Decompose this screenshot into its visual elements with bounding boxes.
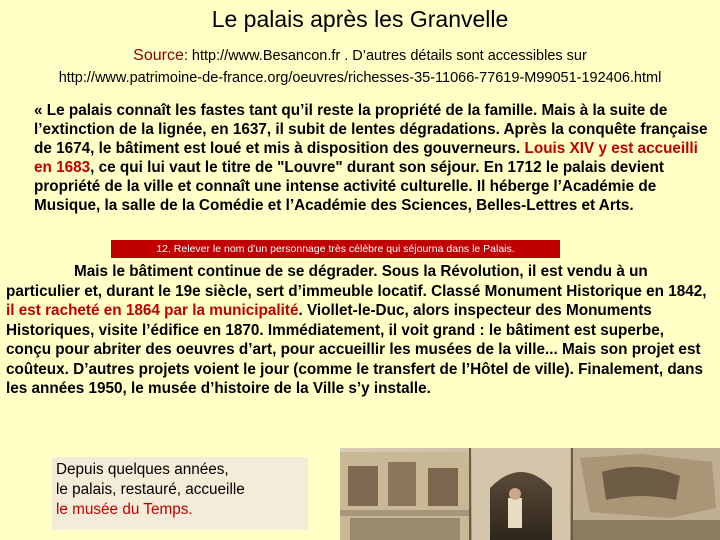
question-banner: 12. Relever le nom d’un personnage très célèbre qui séjourna dans le Palais.: [111, 240, 560, 258]
bottom-text: [56, 460, 306, 520]
bottom-line-2: le palais, restauré, accueille: [56, 481, 245, 498]
paragraph-2-text-b: . Viollet-le-Duc, alors inspecteur des Monuments Historiques, visite l’édifice en 1870. Immédiatement, il voit grand : le bâtiment est superbe, conçu pour abriter des oeuvres d’art, pour accueillir les musées de la ville... Mais son projet est coûteux. D’autres projets voient le jour (comme le transfert de l’Hôtel de ville). Finalement, dans les années 1950, le musée d’histoire de la Ville s’y installe.: [6, 302, 704, 397]
paragraph-1-highlight: Louis XIV y est accueilli en 1683: [34, 140, 698, 176]
paragraph-2: [6, 262, 712, 399]
source-url[interactable]: http://www.patrimoine-de-france.org/oeuvres/richesses-35-11066-77619-M99051-192406.html: [58, 70, 662, 86]
bottom-line-3: le musée du Temps.: [56, 501, 193, 518]
bottom-line-1: Depuis quelques années,: [56, 461, 229, 478]
page-title: Le palais après les Granvelle: [211, 6, 509, 32]
paragraph-2-text-a: Mais le bâtiment continue de se dégrader. Sous la Révolution, il est vendu à un particulier et, durant le 19e siècle, sert d’immeuble locatif. Classé Monument Historique en 1842,: [6, 263, 707, 300]
palace-interior-photo: [340, 448, 720, 540]
paragraph-1-text-b: , ce qui lui vaut le titre de "Louvre" durant son séjour. En 1712 le palais devient propriété de la ville et connaît une intense activité culturelle. Il héberge l’Académie de Musique, la salle de la Comédie et l’Académie des Sciences, Belles-Lettres et Arts.: [34, 159, 664, 214]
paragraph-2-highlight: il est racheté en 1864 par la municipalité: [6, 302, 299, 319]
source-line: [0, 47, 720, 65]
source-label: Source: [133, 47, 184, 64]
source-text: : http://www.Besancon.fr . D’autres détails sont accessibles sur: [183, 48, 587, 64]
paragraph-1-text-a: « Le palais connaît les fastes tant qu’il reste la propriété de la famille. Mais à la suite de l’extinction de la lignée, en 1637, il subit de lentes dégradations. Après la conquête française de 1674, le bâtiment est loué et mis à disposition des gouverneurs.: [34, 102, 708, 157]
paragraph-1: [34, 101, 714, 215]
